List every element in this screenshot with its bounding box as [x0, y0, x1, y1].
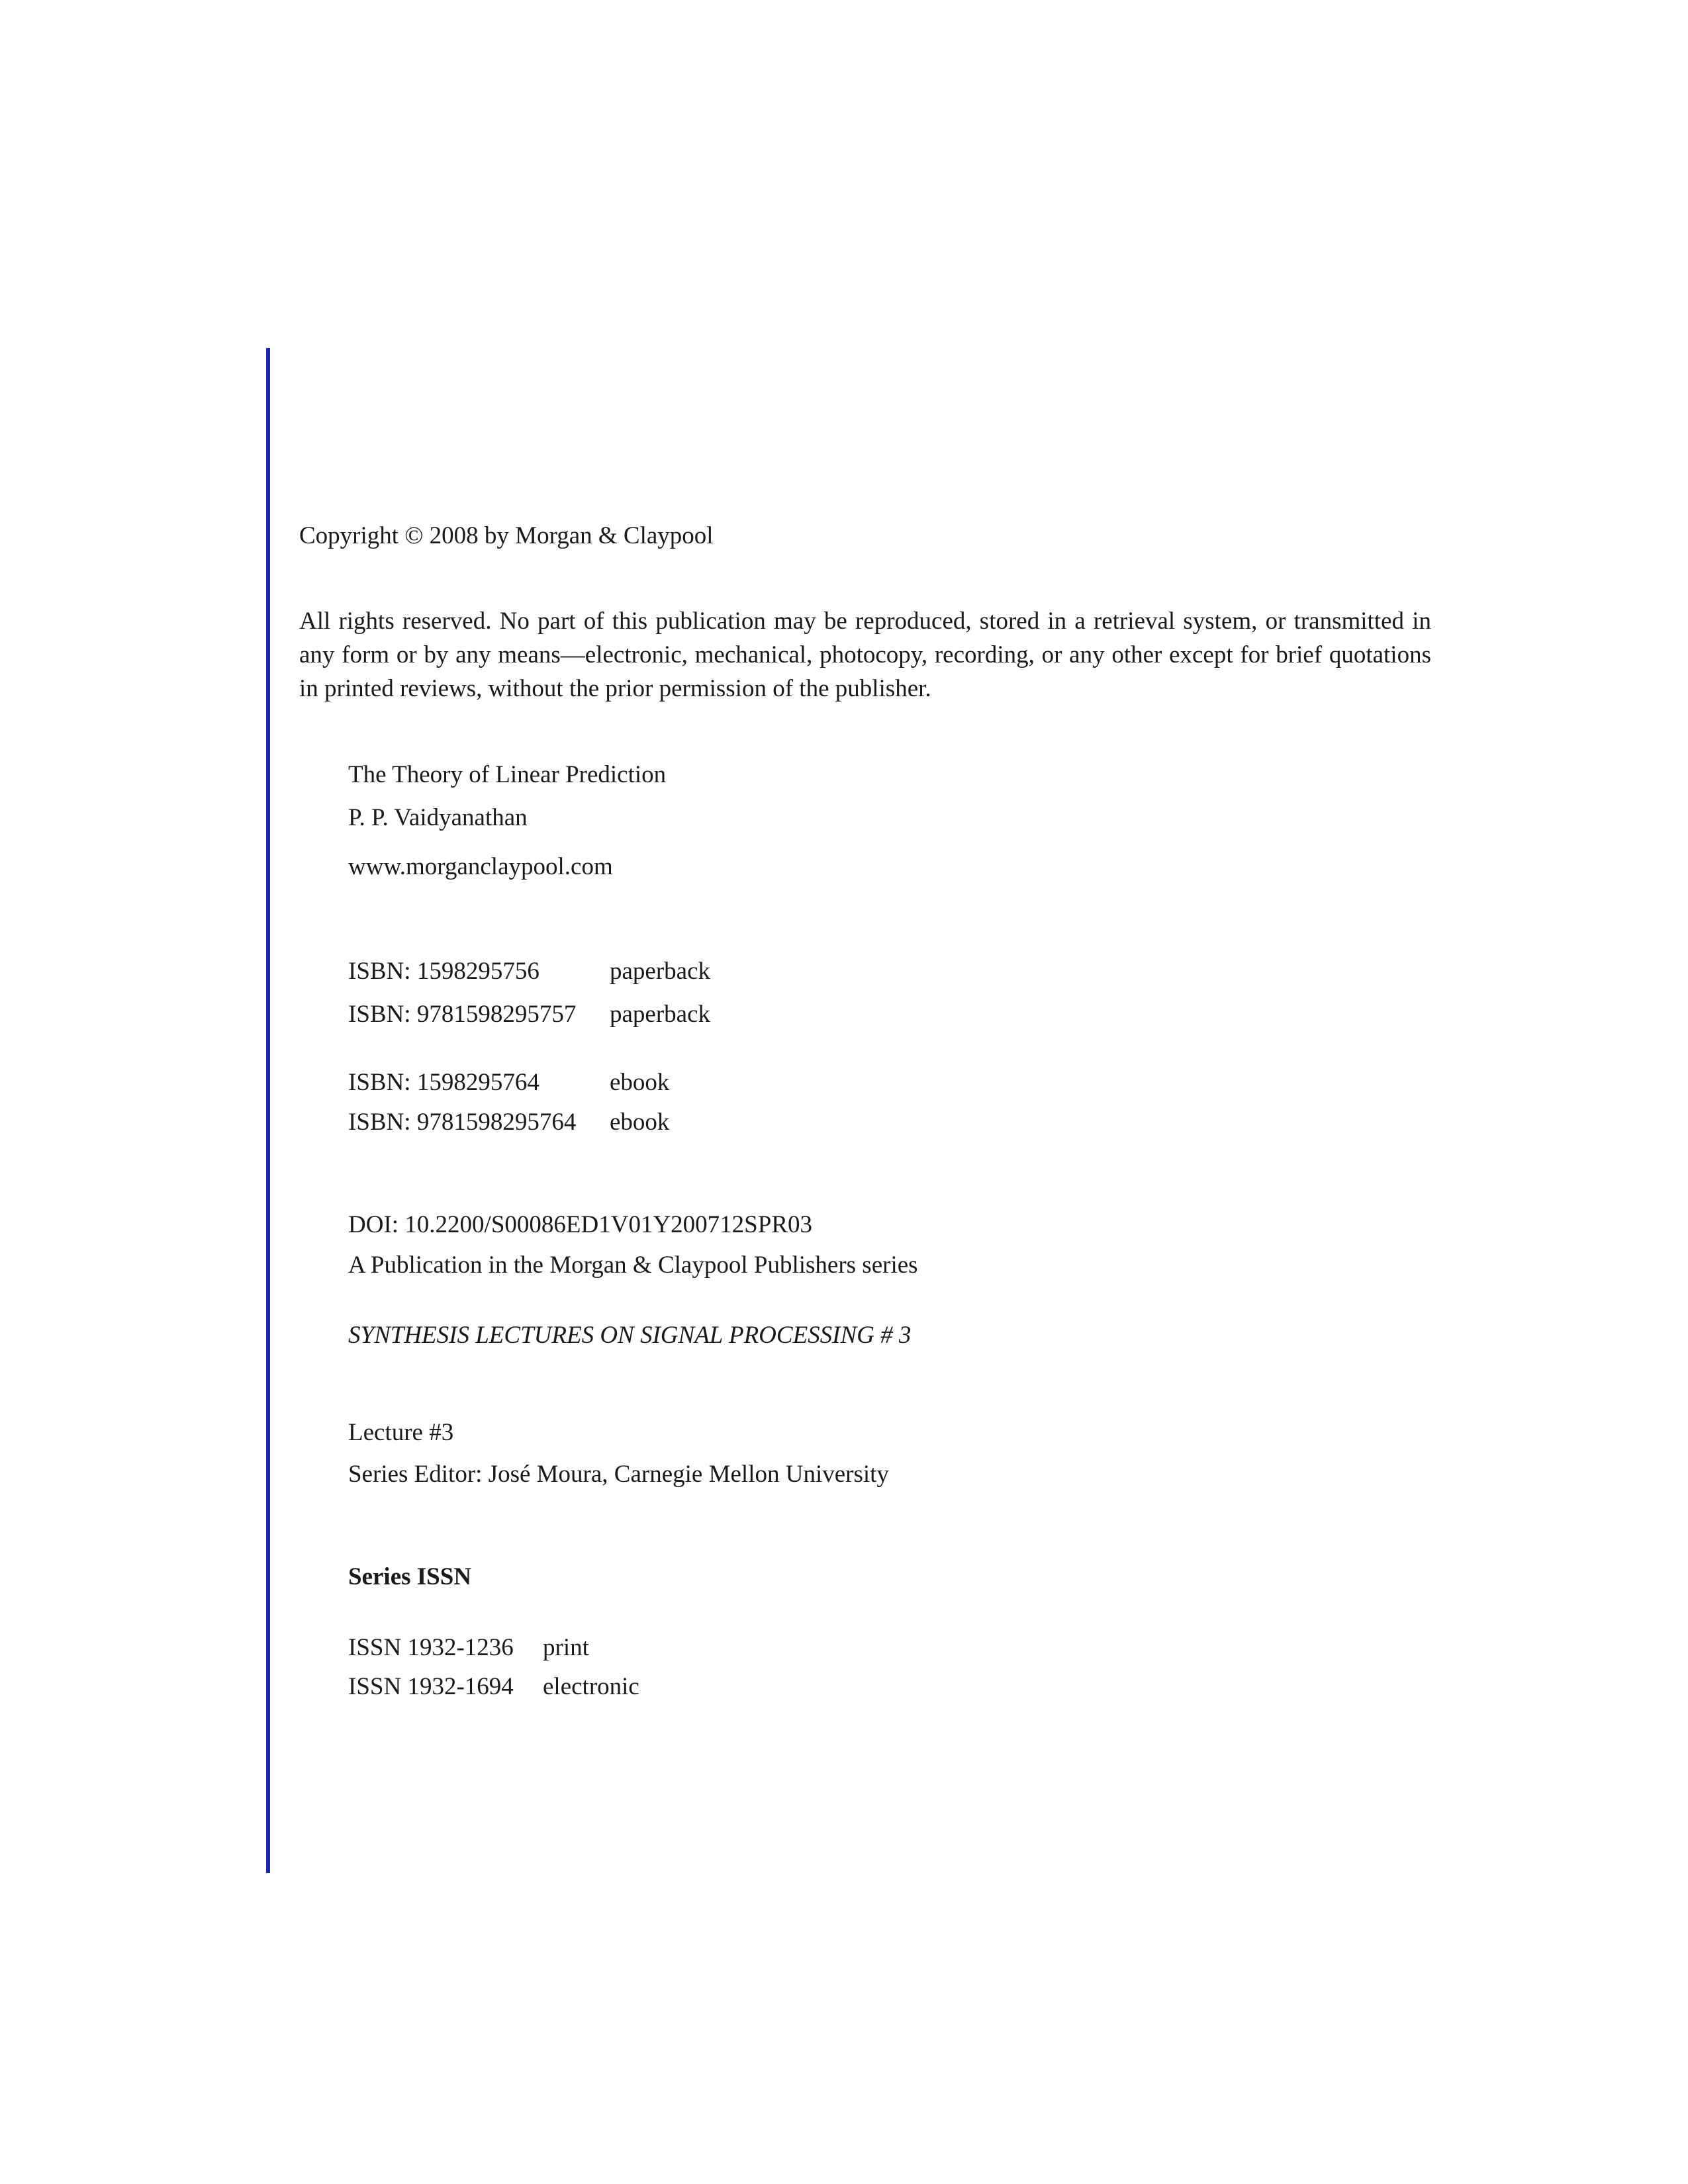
series-name: SYNTHESIS LECTURES ON SIGNAL PROCESSING # 3 [348, 1322, 912, 1349]
publisher-website: www.morganclaypool.com [348, 853, 613, 880]
book-author: P. P. Vaidyanathan [348, 804, 528, 831]
isbn-format: paperback [610, 1001, 711, 1028]
issn-number: ISSN 1932-1694 [348, 1673, 514, 1700]
issn-format: print [543, 1634, 589, 1661]
lecture-number: Lecture #3 [348, 1419, 454, 1446]
doi-line: DOI: 10.2200/S00086ED1V01Y200712SPR03 [348, 1211, 812, 1238]
isbn-number: ISBN: 9781598295757 [348, 1001, 577, 1028]
book-title: The Theory of Linear Prediction [348, 761, 667, 788]
isbn-number: ISBN: 1598295764 [348, 1069, 539, 1096]
isbn-format: ebook [610, 1109, 670, 1136]
series-issn-heading: Series ISSN [348, 1563, 472, 1590]
left-vertical-rule [266, 348, 270, 1873]
issn-format: electronic [543, 1673, 639, 1700]
isbn-number: ISBN: 9781598295764 [348, 1109, 577, 1136]
series-editor: Series Editor: José Moura, Carnegie Mellon University [348, 1461, 889, 1488]
publication-series-line: A Publication in the Morgan & Claypool Publishers series [348, 1251, 918, 1279]
issn-number: ISSN 1932-1236 [348, 1634, 514, 1661]
rights-statement: All rights reserved. No part of this publication may be reproduced, stored in a retrieval system, or transmitted in any form or by any means—electronic, mechanical, photocopy, recording, or any other except for brief quotations in printed reviews, without the prior permission of the publisher. [299, 608, 1431, 702]
isbn-format: ebook [610, 1069, 670, 1096]
isbn-number: ISBN: 1598295756 [348, 958, 539, 985]
isbn-format: paperback [610, 958, 711, 985]
copyright-line: Copyright © 2008 by Morgan & Claypool [299, 522, 714, 549]
